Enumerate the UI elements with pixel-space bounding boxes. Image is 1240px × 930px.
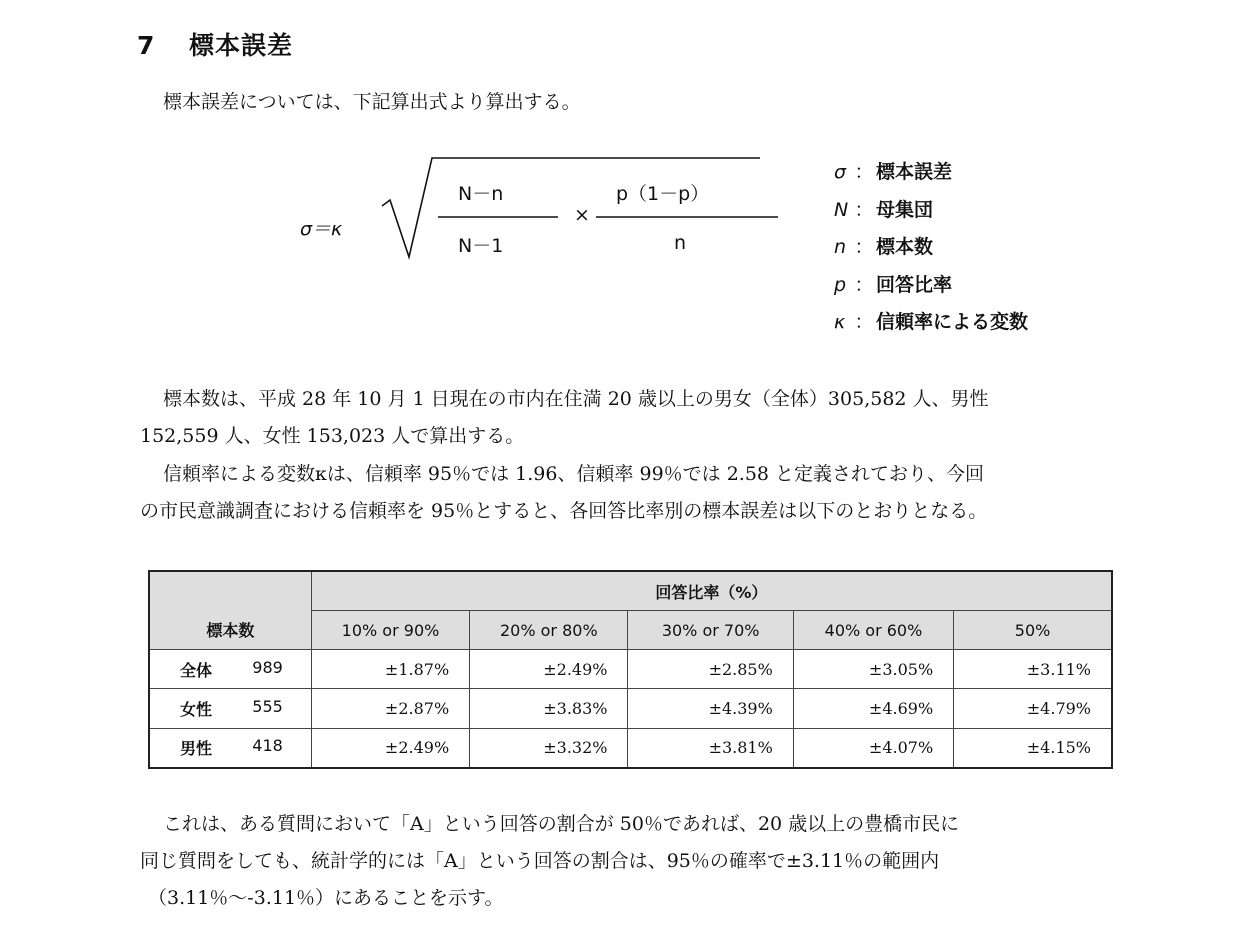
column-header: 40% or 60%: [793, 611, 953, 650]
row-count: 418: [252, 736, 283, 756]
legend-symbol: κ: [834, 311, 846, 333]
table-row: [149, 650, 1112, 689]
column-header: 30% or 70%: [628, 611, 793, 650]
row-label: 女性: [180, 699, 213, 719]
value-cell: ±2.87%: [311, 689, 469, 728]
paragraph-line: 標本数は、平成 28 年 10 月 1 日現在の市内在住満 20 歳以上の男女（全体）305,582 人、男性: [163, 388, 989, 410]
section-heading: [137, 26, 293, 62]
legend-desc: 標本数: [876, 236, 934, 258]
section-title: 標本誤差: [189, 31, 294, 60]
row-count: 989: [252, 657, 283, 677]
denominator-1: N－1: [458, 235, 504, 257]
radical-sign: [382, 158, 760, 257]
row-label-cell: [149, 728, 311, 768]
value-cell: ±4.15%: [954, 728, 1112, 768]
legend-separator: ：: [854, 161, 874, 183]
legend-symbol: N: [834, 198, 849, 221]
legend-separator: ：: [854, 273, 874, 296]
legend-desc: 回答比率: [876, 273, 953, 296]
column-header: 50%: [954, 611, 1112, 650]
row-label: 全体: [180, 660, 213, 680]
paragraph-line: 同じ質問をしても、統計学的には「A」という回答の割合は、95％の確率で±3.11％の範囲内: [140, 850, 940, 872]
times-sign: ×: [574, 204, 590, 226]
legend-symbol: p: [834, 273, 847, 296]
column-header: 20% or 80%: [470, 611, 628, 650]
value-cell: ±2.85%: [628, 650, 793, 689]
sample-size-paragraph: [140, 381, 989, 455]
legend-desc: 標本誤差: [876, 161, 953, 183]
paragraph-line: の市民意識調査における信頼率を 95％とすると、各回答比率別の標本誤差は以下のとおりとなる。: [140, 500, 988, 522]
value-cell: ±4.39%: [628, 689, 793, 728]
numerator-2: p（1－p）: [616, 183, 710, 205]
conclusion-paragraph: [140, 806, 959, 917]
value-cell: ±2.49%: [311, 728, 469, 768]
legend-symbol: n: [834, 236, 847, 258]
confidence-paragraph: [140, 456, 987, 530]
value-cell: ±3.83%: [470, 689, 628, 728]
paragraph-line: 152,559 人、女性 153,023 人で算出する。: [140, 425, 525, 447]
value-cell: ±3.81%: [628, 728, 793, 768]
column-header: 10% or 90%: [311, 611, 469, 650]
legend-separator: ：: [854, 311, 874, 333]
formula-lines: [298, 150, 798, 270]
value-cell: ±1.87%: [311, 650, 469, 689]
value-cell: ±3.05%: [793, 650, 953, 689]
table-corner-cell: [149, 571, 311, 611]
formula-legend: [834, 154, 1028, 342]
denominator-2: n: [674, 232, 687, 254]
sample-size-header: 標本数: [149, 611, 311, 650]
value-cell: ±2.49%: [470, 650, 628, 689]
value-cell: ±4.07%: [793, 728, 953, 768]
legend-separator: ：: [854, 236, 874, 258]
row-count: 555: [252, 696, 283, 716]
section-number: 7: [137, 31, 156, 60]
legend-item-sigma: [834, 154, 1028, 192]
legend-item-kappa: [834, 304, 1028, 342]
paragraph-line: （3.11％～-3.11％）にあることを示す。: [148, 887, 504, 909]
value-cell: ±4.79%: [954, 689, 1112, 728]
legend-desc: 母集団: [876, 198, 934, 221]
row-label: 男性: [180, 739, 213, 759]
numerator-1: N－n: [458, 183, 504, 205]
value-cell: ±3.11%: [954, 650, 1112, 689]
standard-error-table: [148, 570, 1113, 769]
legend-item-ratio: [834, 267, 1028, 305]
standard-error-formula: [298, 150, 798, 270]
paragraph-line: 信頼率による変数κは、信頼率 95％では 1.96、信頼率 99％では 2.58 と定義されており、今回: [163, 463, 985, 485]
table-row: [149, 689, 1112, 728]
row-label-cell: [149, 650, 311, 689]
paragraph-line: これは、ある質問において「A」という回答の割合が 50％であれば、20 歳以上の豊橋市民に: [163, 813, 960, 835]
legend-item-population: [834, 192, 1028, 230]
legend-separator: ：: [854, 198, 874, 221]
formula-lhs: σ＝κ: [300, 218, 343, 240]
response-ratio-header: 回答比率（%）: [311, 571, 1112, 611]
legend-symbol: σ: [834, 161, 847, 183]
row-label-cell: [149, 689, 311, 728]
value-cell: ±3.32%: [470, 728, 628, 768]
table-row: [149, 728, 1112, 768]
legend-desc: 信頼率による変数: [876, 311, 1029, 333]
value-cell: ±4.69%: [793, 689, 953, 728]
legend-item-sample-size: [834, 229, 1028, 267]
intro-paragraph: 標本誤差については、下記算出式より算出する。: [163, 91, 581, 113]
